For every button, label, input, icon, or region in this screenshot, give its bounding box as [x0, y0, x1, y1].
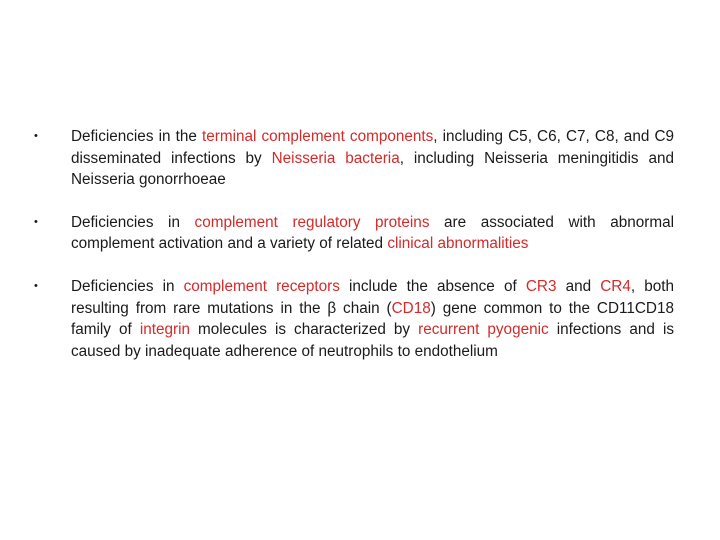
text-segment: Deficiencies in the	[71, 128, 202, 145]
highlighted-term: recurrent pyogenic	[418, 321, 549, 339]
text-segment: , both resulting from rare mutations in the β chain (	[71, 277, 674, 317]
highlighted-term: complement receptors	[183, 277, 340, 295]
text-segment: Deficiencies in	[71, 277, 184, 295]
highlighted-term: complement regulatory proteins	[194, 213, 430, 231]
text-segment: molecules is characterized by	[189, 321, 419, 339]
bullet-list	[34, 126, 674, 362]
bullet-item	[34, 212, 674, 255]
text-segment: are associated with abnormal complement activation and a variety of related	[71, 213, 675, 253]
text-segment: , including Neisseria meningitidis and Neisseria gonorrhoeae	[71, 149, 674, 189]
highlighted-term: terminal complement components	[201, 128, 434, 145]
text-segment: , including C5, C6, C7, C8, and C9 disseminated infections by	[71, 128, 674, 167]
bullet-dot-icon: •	[34, 215, 38, 228]
bullet-text	[71, 214, 674, 253]
text-segment: ) gene common to the CD11CD18 family of	[71, 299, 674, 339]
bullet-dot-icon: •	[34, 130, 38, 142]
highlighted-term: CR3	[525, 277, 557, 295]
text-segment: infections and is caused by inadequate adherence of neutrophils to endothelium	[71, 321, 674, 360]
text-segment: include the absence of	[339, 277, 526, 295]
text-segment: and	[556, 277, 601, 295]
bullet-dot-icon: •	[34, 279, 38, 292]
highlighted-term: Neisseria bacteria	[271, 149, 400, 167]
bullet-text	[71, 128, 674, 188]
highlighted-term: CD18	[391, 299, 431, 317]
bullet-text	[71, 278, 674, 360]
bullet-item	[34, 276, 674, 362]
highlighted-term: integrin	[139, 321, 190, 339]
highlighted-term: CR4	[600, 277, 631, 295]
bullet-item	[34, 126, 674, 191]
highlighted-term: clinical abnormalities	[387, 235, 529, 253]
text-segment: Deficiencies in	[71, 213, 195, 231]
